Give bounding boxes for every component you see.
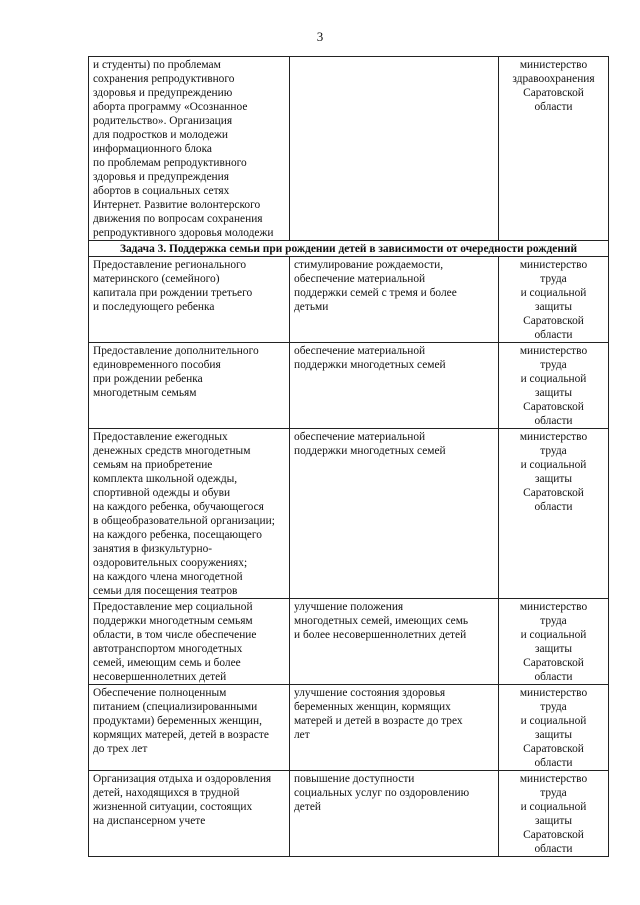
- responsible-cell: министерство здравоохранения Саратовской области: [499, 57, 609, 241]
- action-cell: Предоставление регионального материнского (семейного) капитала при рождении третьего и последующего ребенка: [89, 257, 290, 343]
- action-cell: Обеспечение полноценным питанием (специализированными продуктами) беременных женщин, кормящих матерей, детей в возрасте до трех лет: [89, 685, 290, 771]
- table-row: [89, 429, 609, 599]
- responsible-cell: министерство труда и социальной защиты Саратовской области: [499, 599, 609, 685]
- task-heading-row: [89, 241, 609, 257]
- responsible-cell: министерство труда и социальной защиты Саратовской области: [499, 343, 609, 429]
- table-row: [89, 343, 609, 429]
- table-row: [89, 685, 609, 771]
- table-row: [89, 57, 609, 241]
- result-cell: повышение доступности социальных услуг по оздоровлению детей: [290, 771, 499, 857]
- result-cell: [290, 57, 499, 241]
- responsible-cell: министерство труда и социальной защиты Саратовской области: [499, 257, 609, 343]
- action-cell: Предоставление ежегодных денежных средств многодетным семьям на приобретение комплекта школьной одежды, спортивной одежды и обуви на каждого ребенка, обучающегося в общеобразовательной организации; на каждого ребенка, посещающего занятия в физкультурно- оздоровительных сооружениях; на каждого члена многодетной семьи для посещения театров: [89, 429, 290, 599]
- result-cell: обеспечение материальной поддержки многодетных семей: [290, 429, 499, 599]
- responsible-cell: министерство труда и социальной защиты Саратовской области: [499, 429, 609, 599]
- page-number: 3: [316, 29, 324, 44]
- table-row: [89, 599, 609, 685]
- table-row: [89, 257, 609, 343]
- action-cell: Предоставление мер социальной поддержки многодетным семьям области, в том числе обеспечение автотранспортом многодетных семей, имеющим семь и более несовершеннолетних детей: [89, 599, 290, 685]
- result-cell: улучшение положения многодетных семей, имеющих семь и более несовершеннолетних детей: [290, 599, 499, 685]
- responsible-cell: министерство труда и социальной защиты Саратовской области: [499, 685, 609, 771]
- table-row: [89, 771, 609, 857]
- result-cell: стимулирование рождаемости, обеспечение материальной поддержки семей с тремя и более детьми: [290, 257, 499, 343]
- responsible-cell: министерство труда и социальной защиты Саратовской области: [499, 771, 609, 857]
- result-cell: обеспечение материальной поддержки многодетных семей: [290, 343, 499, 429]
- action-cell: и студенты) по проблемам сохранения репродуктивного здоровья и предупреждению аборта программу «Осознанное родительство». Организация для подростков и молодежи информационного блока по проблемам репродуктивного здоровья и предупреждения абортов в социальных сетях Интернет. Развитие волонтерского движения по вопросам сохранения репродуктивного здоровья молодежи: [89, 57, 290, 241]
- task-heading: Задача 3. Поддержка семьи при рождении детей в зависимости от очередности рождений: [89, 241, 609, 257]
- result-cell: улучшение состояния здоровья беременных женщин, кормящих матерей и детей в возрасте до трех лет: [290, 685, 499, 771]
- action-cell: Организация отдыха и оздоровления детей, находящихся в трудной жизненной ситуации, состоящих на диспансерном учете: [89, 771, 290, 857]
- measures-table: [88, 56, 609, 857]
- action-cell: Предоставление дополнительного единовременного пособия при рождении ребенка многодетным семьям: [89, 343, 290, 429]
